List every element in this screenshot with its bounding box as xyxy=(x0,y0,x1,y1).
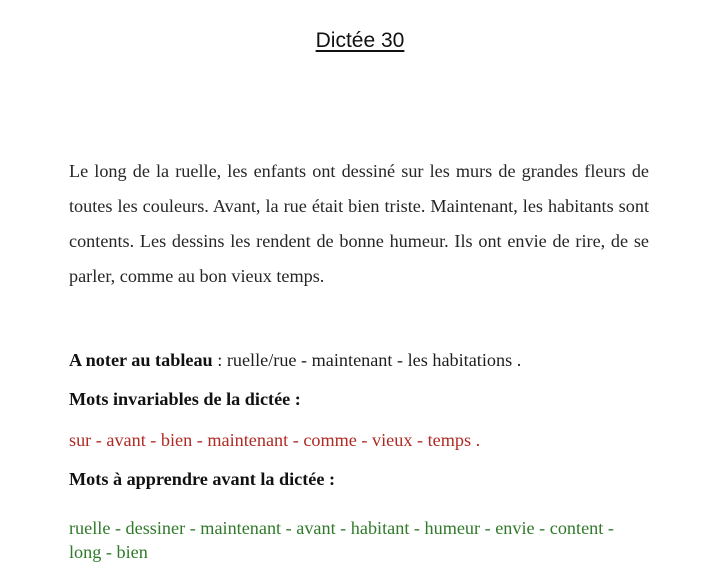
title-text: Dictée 30 xyxy=(315,29,405,52)
dictation-paragraph: Le long de la ruelle, les enfants ont dessiné sur les murs de grandes fleurs de toutes les couleurs. Avant, la rue était bien triste. Maintenant, les habitants sont contents. Les dessins les rendent de bonne humeur. Ils ont envie de rire, de se parler, comme au bon vieux temps. xyxy=(69,161,649,286)
invariable-words-heading: Mots invariables de la dictée : xyxy=(69,389,301,409)
board-note-value: : ruelle/rue - maintenant - les habitations . xyxy=(212,350,522,370)
board-note-label: A noter au tableau xyxy=(69,350,213,370)
board-note-line xyxy=(69,347,521,373)
words-to-learn-list: ruelle - dessiner - maintenant - avant - habitant - humeur - envie - content - long - bien xyxy=(69,518,614,562)
words-to-learn-heading: Mots à apprendre avant la dictée : xyxy=(69,469,336,489)
page-title xyxy=(0,26,720,56)
invariable-words-list: sur - avant - bien - maintenant - comme - vieux - temps . xyxy=(69,430,481,450)
